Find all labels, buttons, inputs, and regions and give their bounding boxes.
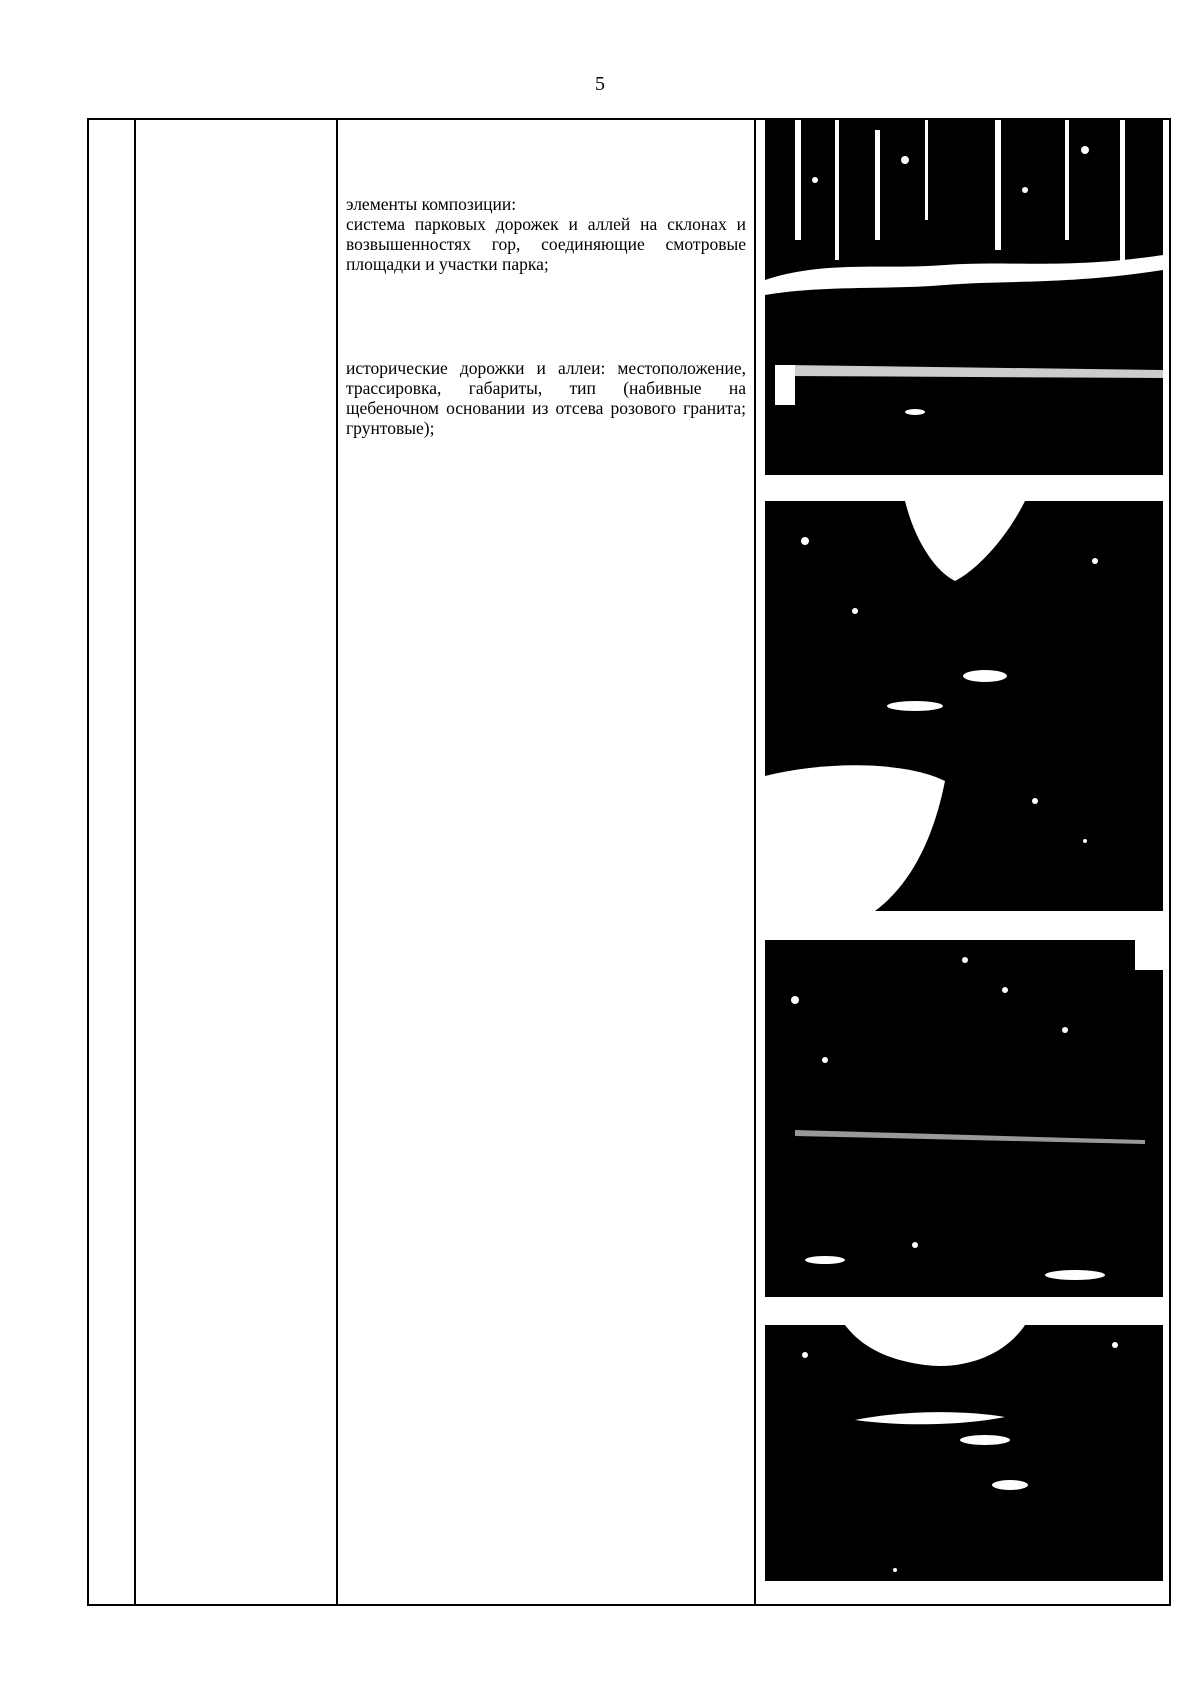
column-divider bbox=[754, 120, 756, 1604]
block-text: система парковых дорожек и аллей на склонах и возвышенностях гор, соединяющие смотровые площадки и участки парка; bbox=[346, 214, 746, 274]
monument-table bbox=[87, 118, 1171, 1606]
block-heading: элементы композиции: bbox=[346, 194, 517, 214]
composition-elements-block bbox=[346, 194, 746, 274]
historic-paths-block bbox=[346, 358, 746, 438]
column-divider bbox=[134, 120, 136, 1604]
park-path-photo bbox=[765, 501, 1163, 911]
block-text: исторические дорожки и аллеи: местоположение, трассировка, габариты, тип (набивные на щебеночном основании из отсева розового гранита; грунтовые); bbox=[346, 358, 746, 438]
park-path-photo bbox=[765, 120, 1163, 475]
page-number: 5 bbox=[595, 73, 605, 95]
column-divider bbox=[336, 120, 338, 1604]
park-path-photo bbox=[765, 940, 1163, 1297]
park-path-photo bbox=[765, 1325, 1163, 1581]
